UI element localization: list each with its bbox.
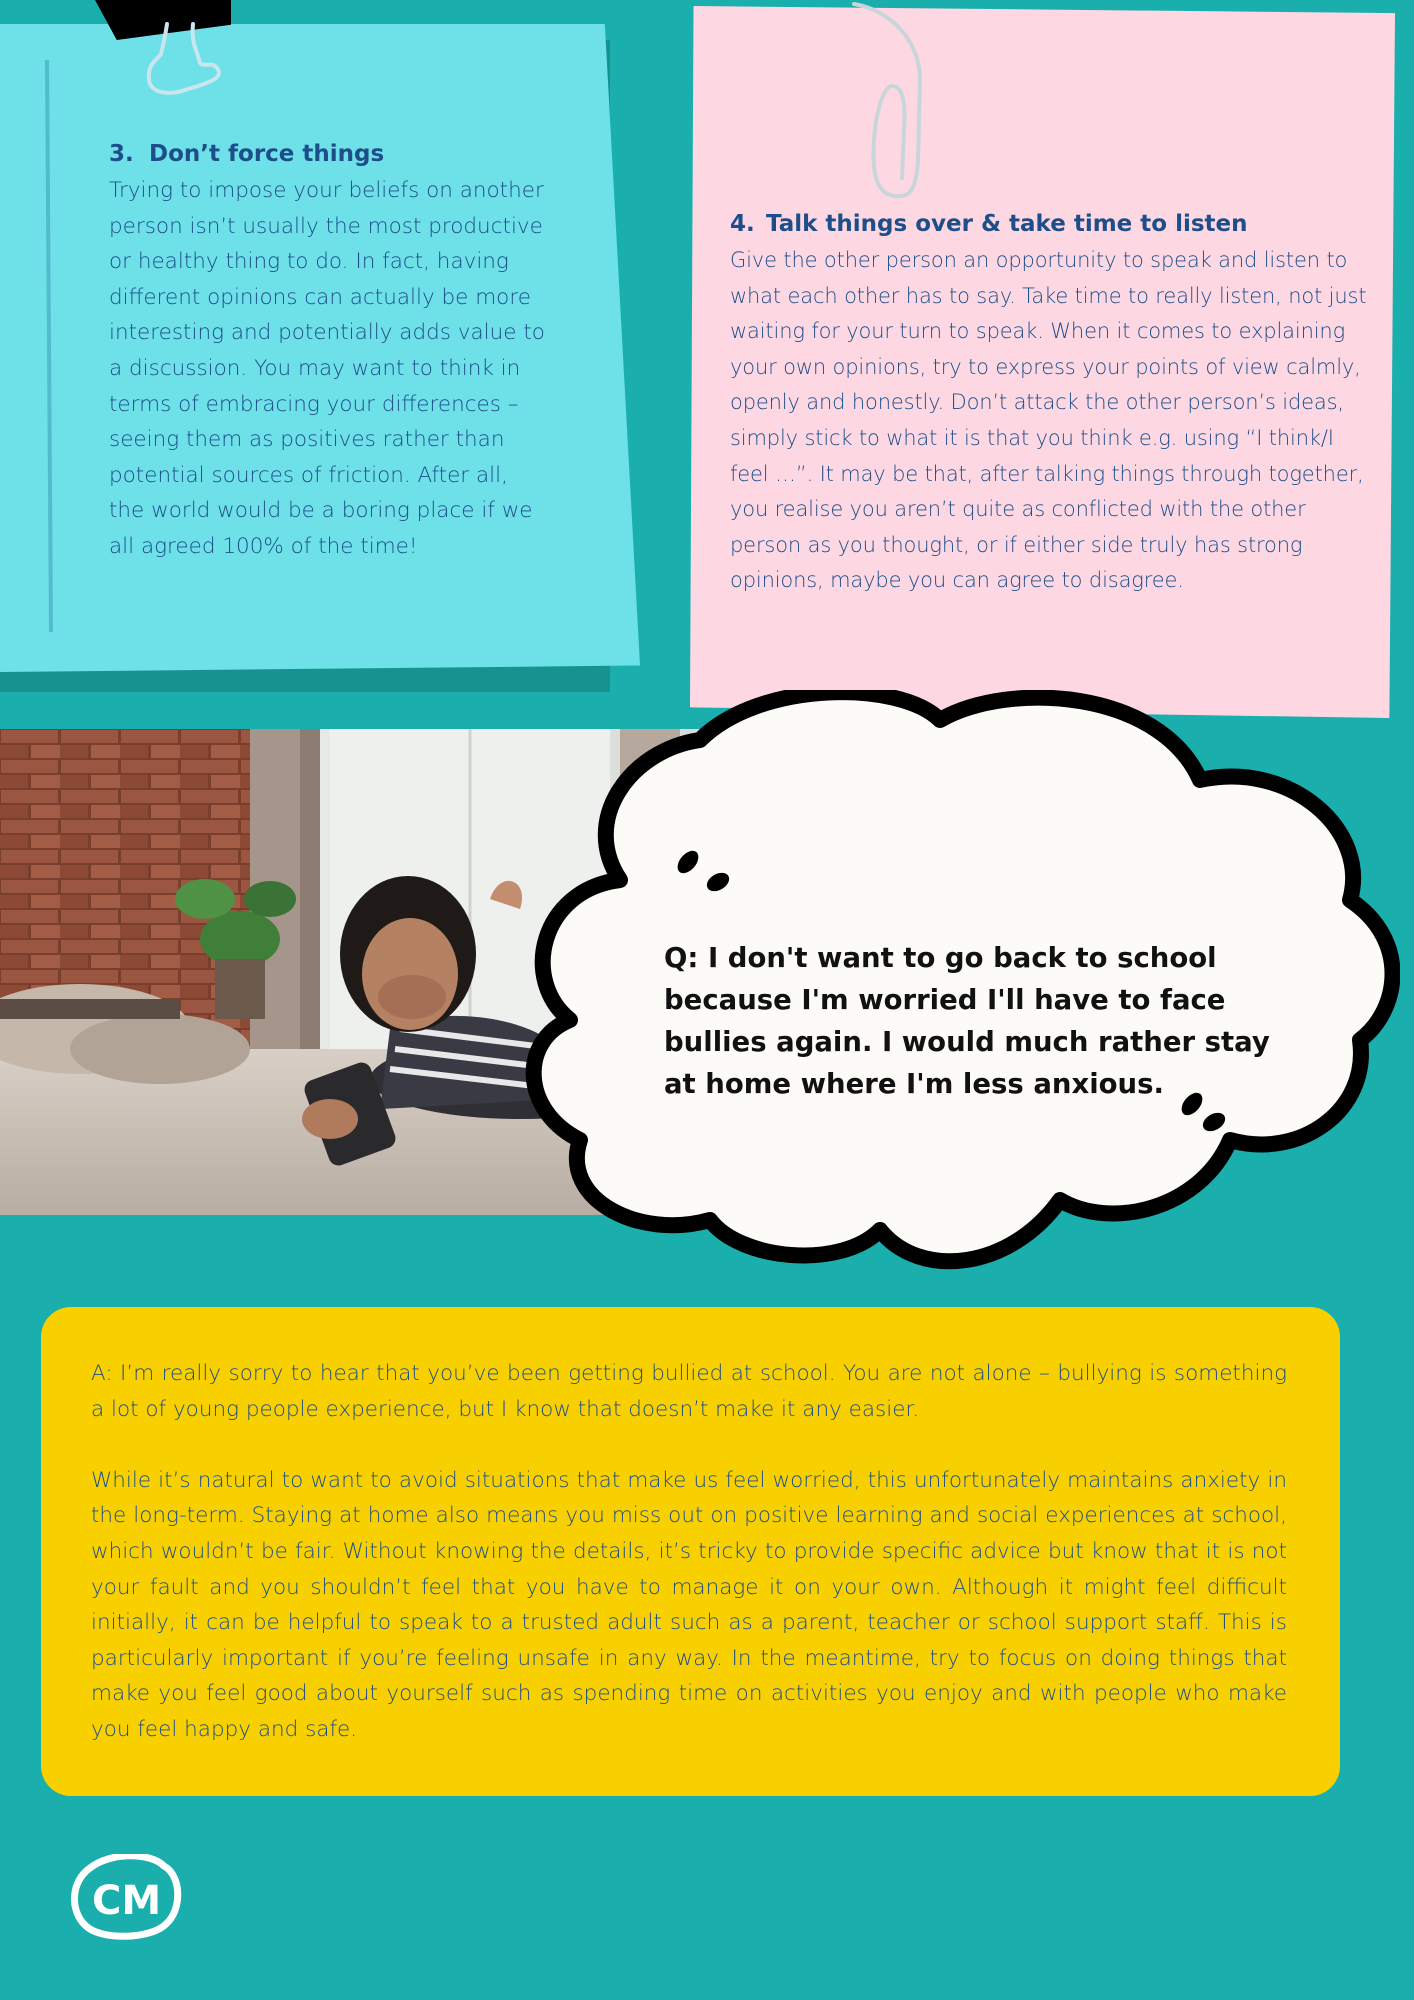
note3-content — [109, 141, 549, 565]
note4-heading — [730, 211, 1376, 237]
answer-content — [91, 1356, 1287, 1748]
question-text: Q: I don't want to go back to school because I'm worried I'll have to face bullies again. I would much rather stay at home where I'm less anxious. — [664, 942, 1270, 1100]
answer-paragraph-2: While it’s natural to want to avoid situations that make us feel worried, this unfortunately maintains anxiety in the long-term. Staying at home also means you miss out on positive learning and social experiences at school, which wouldn’t be fair. Without knowing the details, it’s tricky to provide specific advice but know that it is not your fault and you shouldn’t feel that you have to manage it on your own. Although it might feel difficult initially, it can be helpful to speak to a trusted adult such as a parent, teacher or school support staff. This is particularly important if you’re feeling unsafe in any way. In the meantime, try to focus on doing things that make you feel good about yourself such as spending time on activities you enjoy and with people who make you feel happy and safe. — [91, 1467, 1287, 1742]
note4-content — [730, 211, 1376, 599]
note4-title: Talk things over & take time to listen — [766, 211, 1248, 237]
note3-number: 3. — [109, 141, 134, 167]
note3-title: Don’t force things — [149, 141, 385, 167]
note3-body: Trying to impose your beliefs on another person isn’t usually the most productive or healthy thing to do. In fact, having different opinions can actually be more interesting and potentially adds value to a discussion. You may want to think in terms of embracing your differences – seeing them as positives rather than potential sources of friction. After all, the world would be a boring place if we all agreed 100% of the time! — [109, 178, 545, 559]
clip-hook-icon — [145, 20, 225, 100]
note3-heading — [109, 141, 549, 167]
cm-logo-icon — [70, 1854, 182, 1940]
answer-paragraph-1: A: I’m really sorry to hear that you’ve been getting bullied at school. You are not alone – bullying is something a lot of young people experience, but I know that doesn’t make it any easier. — [91, 1361, 1287, 1422]
note4-body: Give the other person an opportunity to speak and listen to what each other has to say. Take time to really listen, not just waiting for your turn to speak. When it comes to explaining your own opinions, try to express your points of view calmly, openly and honestly. Don’t attack the other person’s ideas, simply stick to what it is that you think e.g. using “I think/I feel …”. It may be that, after talking things through together, you realise you aren’t quite as conflicted with the other person as you thought, or if either side truly has strong opinions, maybe you can agree to disagree. — [730, 248, 1367, 593]
paperclip-icon — [850, 0, 930, 205]
svg-text:CM: CM — [92, 1878, 162, 1924]
note4-number: 4. — [730, 211, 755, 237]
